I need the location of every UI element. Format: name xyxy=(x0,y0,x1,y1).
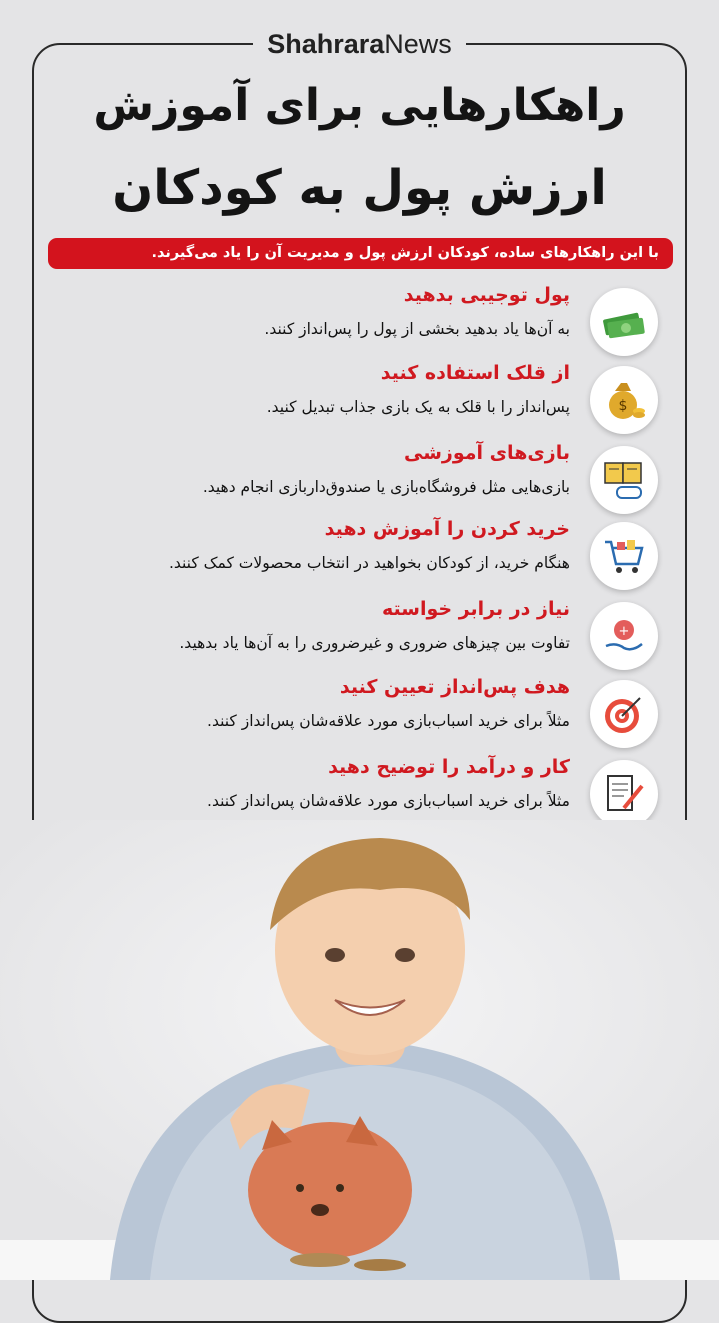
tip-description: هنگام خرید، از کودکان بخواهید در انتخاب محصولات کمک کنند. xyxy=(168,554,570,572)
tip-description: به آن‌ها یاد بدهید بخشی از پول را پس‌انداز کنند. xyxy=(264,320,570,338)
tip-title: از قلک استفاده کنید xyxy=(380,362,570,384)
shopping-cart-icon xyxy=(590,522,658,590)
tip-item-teach-shopping xyxy=(40,518,680,598)
tip-description: مثلاً برای خرید اسباب‌بازی مورد علاقه‌شان پس‌انداز کنند. xyxy=(207,792,570,810)
tip-title: بازی‌های آموزشی xyxy=(404,442,570,464)
brand-logo xyxy=(0,26,719,62)
boy-piggy-bank-photo xyxy=(0,820,719,1280)
subtitle-banner: با این راهکارهای ساده، کودکان ارزش پول و مدیریت آن را یاد می‌گیرند. xyxy=(48,238,673,269)
tip-description: تفاوت بین چیزهای ضروری و غیرضروری را به آن‌ها یاد بدهید. xyxy=(179,634,570,652)
book-gamepad-icon xyxy=(590,446,658,514)
document-pen-icon xyxy=(590,760,658,828)
tip-title: پول توجیبی بدهید xyxy=(403,284,570,306)
tip-description: بازی‌هایی مثل فروشگاه‌بازی یا صندوق‌داربازی انجام دهید. xyxy=(202,478,570,496)
tip-title: هدف پس‌انداز تعیین کنید xyxy=(339,676,570,698)
money-bag-icon xyxy=(590,366,658,434)
target-icon xyxy=(590,680,658,748)
tip-title: خرید کردن را آموزش دهید xyxy=(324,518,570,540)
tip-item-pocket-money xyxy=(40,284,680,364)
money-stack-icon xyxy=(590,288,658,356)
tip-item-saving-goal xyxy=(40,676,680,756)
brand-name-light: News xyxy=(384,29,452,59)
hand-coin-icon xyxy=(590,602,658,670)
tip-description: مثلاً برای خرید اسباب‌بازی مورد علاقه‌شان پس‌انداز کنند. xyxy=(207,712,570,730)
tip-title: نیاز در برابر خواسته xyxy=(382,598,570,620)
svg-text:$: $ xyxy=(618,398,628,414)
tip-item-need-vs-want xyxy=(40,598,680,678)
brand-name-bold: Shahrara xyxy=(267,29,385,59)
svg-text:+: + xyxy=(618,624,630,639)
tip-item-piggy-bank xyxy=(40,362,680,442)
tip-description: پس‌انداز را با قلک به یک بازی جذاب تبدیل کنید. xyxy=(266,398,570,416)
tip-title: کار و درآمد را توضیح دهید xyxy=(328,756,570,778)
tip-item-educational-games xyxy=(40,442,680,522)
page-title-line-1: راهکارهایی برای آموزش xyxy=(93,80,626,131)
page-title-line-2: ارزش پول به کودکان xyxy=(112,160,607,216)
